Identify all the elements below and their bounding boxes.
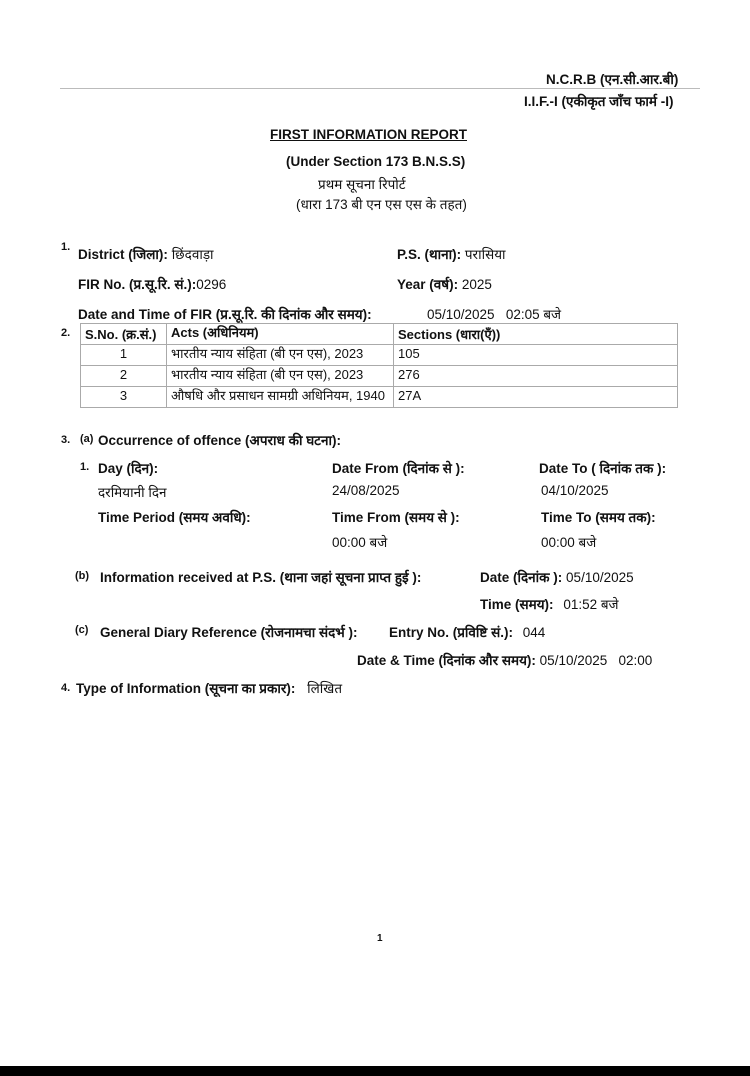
district-field bbox=[78, 245, 214, 263]
acts-table bbox=[80, 323, 678, 408]
info-received-title: Information received at P.S. (थाना जहां सूचना प्राप्त हुई ): bbox=[100, 570, 422, 585]
iif-header: I.I.F.-I (एकीकृत जाँच फार्म -I) bbox=[524, 94, 674, 109]
row-act: औषधि और प्रसाधन सामग्री अधिनियम, 1940 bbox=[167, 387, 394, 408]
row-section: 105 bbox=[394, 345, 678, 366]
year-value: 2025 bbox=[461, 277, 492, 292]
header-sections: Sections (धारा(एँ)) bbox=[394, 324, 678, 345]
section-3a-label: (a) bbox=[80, 433, 94, 445]
occurrence-sub-number: 1. bbox=[80, 461, 90, 473]
report-subtitle-hindi: (धारा 173 बी एन एस एस के तहत) bbox=[296, 197, 467, 212]
section-1-number: 1. bbox=[61, 241, 71, 253]
info-received-date-label: Date (दिनांक ): bbox=[480, 570, 563, 585]
row-sno: 3 bbox=[81, 387, 167, 408]
row-act: भारतीय न्याय संहिता (बी एन एस), 2023 bbox=[167, 345, 394, 366]
info-received-time-label: Time (समय): bbox=[480, 597, 554, 612]
day-label: Day (दिन): bbox=[98, 461, 159, 476]
date-to-value: 04/10/2025 bbox=[541, 483, 609, 498]
year-field bbox=[397, 275, 492, 293]
fir-value: 0296 bbox=[196, 277, 227, 292]
report-title: FIRST INFORMATION REPORT bbox=[270, 127, 467, 142]
time-from-label: Time From (समय से ): bbox=[332, 510, 460, 525]
section-3c-label: (c) bbox=[75, 624, 89, 636]
time-to-value: 00:00 बजे bbox=[541, 535, 597, 550]
row-section: 276 bbox=[394, 366, 678, 387]
fir-field bbox=[78, 275, 226, 293]
row-section: 27A bbox=[394, 387, 678, 408]
day-value: दरमियानी दिन bbox=[98, 485, 167, 500]
table-row bbox=[81, 366, 678, 387]
gd-entry-value: 044 bbox=[522, 625, 546, 640]
row-sno: 1 bbox=[81, 345, 167, 366]
fir-datetime-label: Date and Time of FIR (प्र.सू.रि. की दिनांक और समय): bbox=[78, 307, 372, 322]
ps-field bbox=[397, 245, 506, 263]
ps-label: P.S. (थाना): bbox=[397, 247, 462, 262]
time-to-label: Time To (समय तक): bbox=[541, 510, 656, 525]
gd-reference-title: General Diary Reference (रोजनामचा संदर्भ ): bbox=[100, 625, 358, 640]
gd-datetime bbox=[357, 651, 652, 669]
header-sno: S.No. (क्र.सं.) bbox=[81, 324, 167, 345]
info-type-value: लिखित bbox=[307, 681, 343, 696]
district-label: District (जिला): bbox=[78, 247, 168, 262]
info-received-time bbox=[480, 595, 619, 613]
page-number: 1 bbox=[377, 933, 383, 944]
section-3b-label: (b) bbox=[75, 570, 90, 582]
date-to-label: Date To ( दिनांक तक ): bbox=[539, 461, 667, 476]
info-received-time-value: 01:52 बजे bbox=[563, 597, 619, 612]
section-2-number: 2. bbox=[61, 327, 71, 339]
header-divider bbox=[60, 88, 700, 89]
info-received-date-value: 05/10/2025 bbox=[566, 570, 634, 585]
report-title-hindi: प्रथम सूचना रिपोर्ट bbox=[318, 177, 406, 192]
year-label: Year (वर्ष): bbox=[397, 277, 459, 292]
info-received-date bbox=[480, 568, 634, 586]
time-from-value: 00:00 बजे bbox=[332, 535, 388, 550]
info-type-label: Type of Information (सूचना का प्रकार): bbox=[76, 681, 296, 696]
header-acts: Acts (अधिनियम) bbox=[167, 324, 394, 345]
section-4-number: 4. bbox=[61, 682, 71, 694]
section-3-number: 3. bbox=[61, 434, 71, 446]
date-from-label: Date From (दिनांक से ): bbox=[332, 461, 465, 476]
fir-label: FIR No. (प्र.सू.रि. सं.): bbox=[78, 277, 197, 292]
gd-entry bbox=[389, 623, 545, 641]
district-value: छिंदवाड़ा bbox=[171, 247, 214, 262]
table-row bbox=[81, 387, 678, 408]
acts-table-header bbox=[81, 324, 678, 345]
row-act: भारतीय न्याय संहिता (बी एन एस), 2023 bbox=[167, 366, 394, 387]
time-period-label: Time Period (समय अवधि): bbox=[98, 510, 251, 525]
ps-value: परासिया bbox=[464, 247, 506, 262]
ncrb-header: N.C.R.B (एन.सी.आर.बी) bbox=[546, 72, 679, 87]
date-from-value: 24/08/2025 bbox=[332, 483, 400, 498]
gd-datetime-value: 05/10/2025 02:00 bbox=[539, 653, 653, 668]
gd-datetime-label: Date & Time (दिनांक और समय): bbox=[357, 653, 536, 668]
report-subtitle: (Under Section 173 B.N.S.S) bbox=[286, 154, 466, 169]
occurrence-title: Occurrence of offence (अपराध की घटना): bbox=[98, 433, 341, 448]
gd-entry-label: Entry No. (प्रविष्टि सं.): bbox=[389, 625, 513, 640]
bottom-bar bbox=[0, 1066, 750, 1076]
row-sno: 2 bbox=[81, 366, 167, 387]
fir-datetime-value: 05/10/2025 02:05 बजे bbox=[427, 307, 562, 322]
info-type-field bbox=[76, 679, 342, 697]
table-row bbox=[81, 345, 678, 366]
